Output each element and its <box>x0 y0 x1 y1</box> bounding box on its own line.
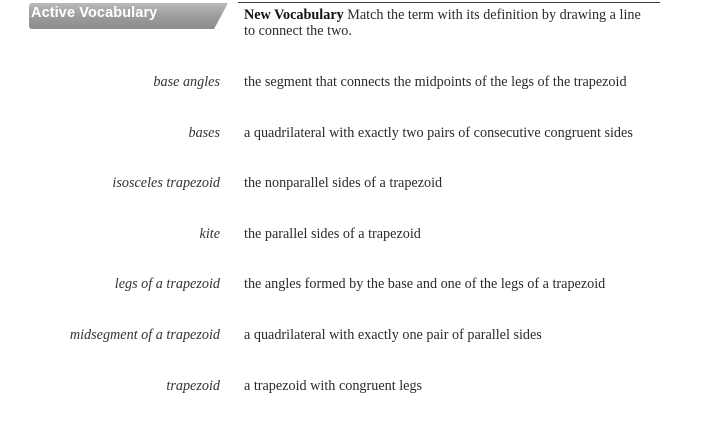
term-bases[interactable]: bases <box>188 125 220 141</box>
definition-trapezoid[interactable]: a quadrilateral with exactly one pair of parallel sides <box>244 327 542 343</box>
term-kite[interactable]: kite <box>199 226 220 242</box>
instructions-lead: New Vocabulary <box>244 7 344 23</box>
definition-base-angles[interactable]: the angles formed by the base and one of the legs of a trapezoid <box>244 276 606 292</box>
definition-kite[interactable]: a quadrilateral with exactly two pairs of consecutive congruent sides <box>244 125 633 141</box>
term-isosceles-trapezoid[interactable]: isosceles trapezoid <box>112 175 220 191</box>
instructions-text: Match the term with its definition by drawing a line to connect the two. <box>244 7 641 39</box>
definition-isosceles-trapezoid[interactable]: a trapezoid with congruent legs <box>244 378 423 394</box>
definition-legs[interactable]: the nonparallel sides of a trapezoid <box>244 175 443 191</box>
term-base-angles[interactable]: base angles <box>153 74 220 90</box>
term-midsegment-of-a-trapezoid[interactable]: midsegment of a trapezoid <box>69 327 220 343</box>
instructions <box>244 7 654 39</box>
definition-midsegment[interactable]: the segment that connects the midpoints of the legs of the trapezoid <box>244 74 627 90</box>
definition-bases[interactable]: the parallel sides of a trapezoid <box>244 226 421 242</box>
active-vocabulary-label: Active Vocabulary <box>31 5 158 21</box>
term-legs-of-a-trapezoid[interactable]: legs of a trapezoid <box>114 276 220 292</box>
top-divider <box>238 2 660 3</box>
term-trapezoid[interactable]: trapezoid <box>166 378 220 394</box>
